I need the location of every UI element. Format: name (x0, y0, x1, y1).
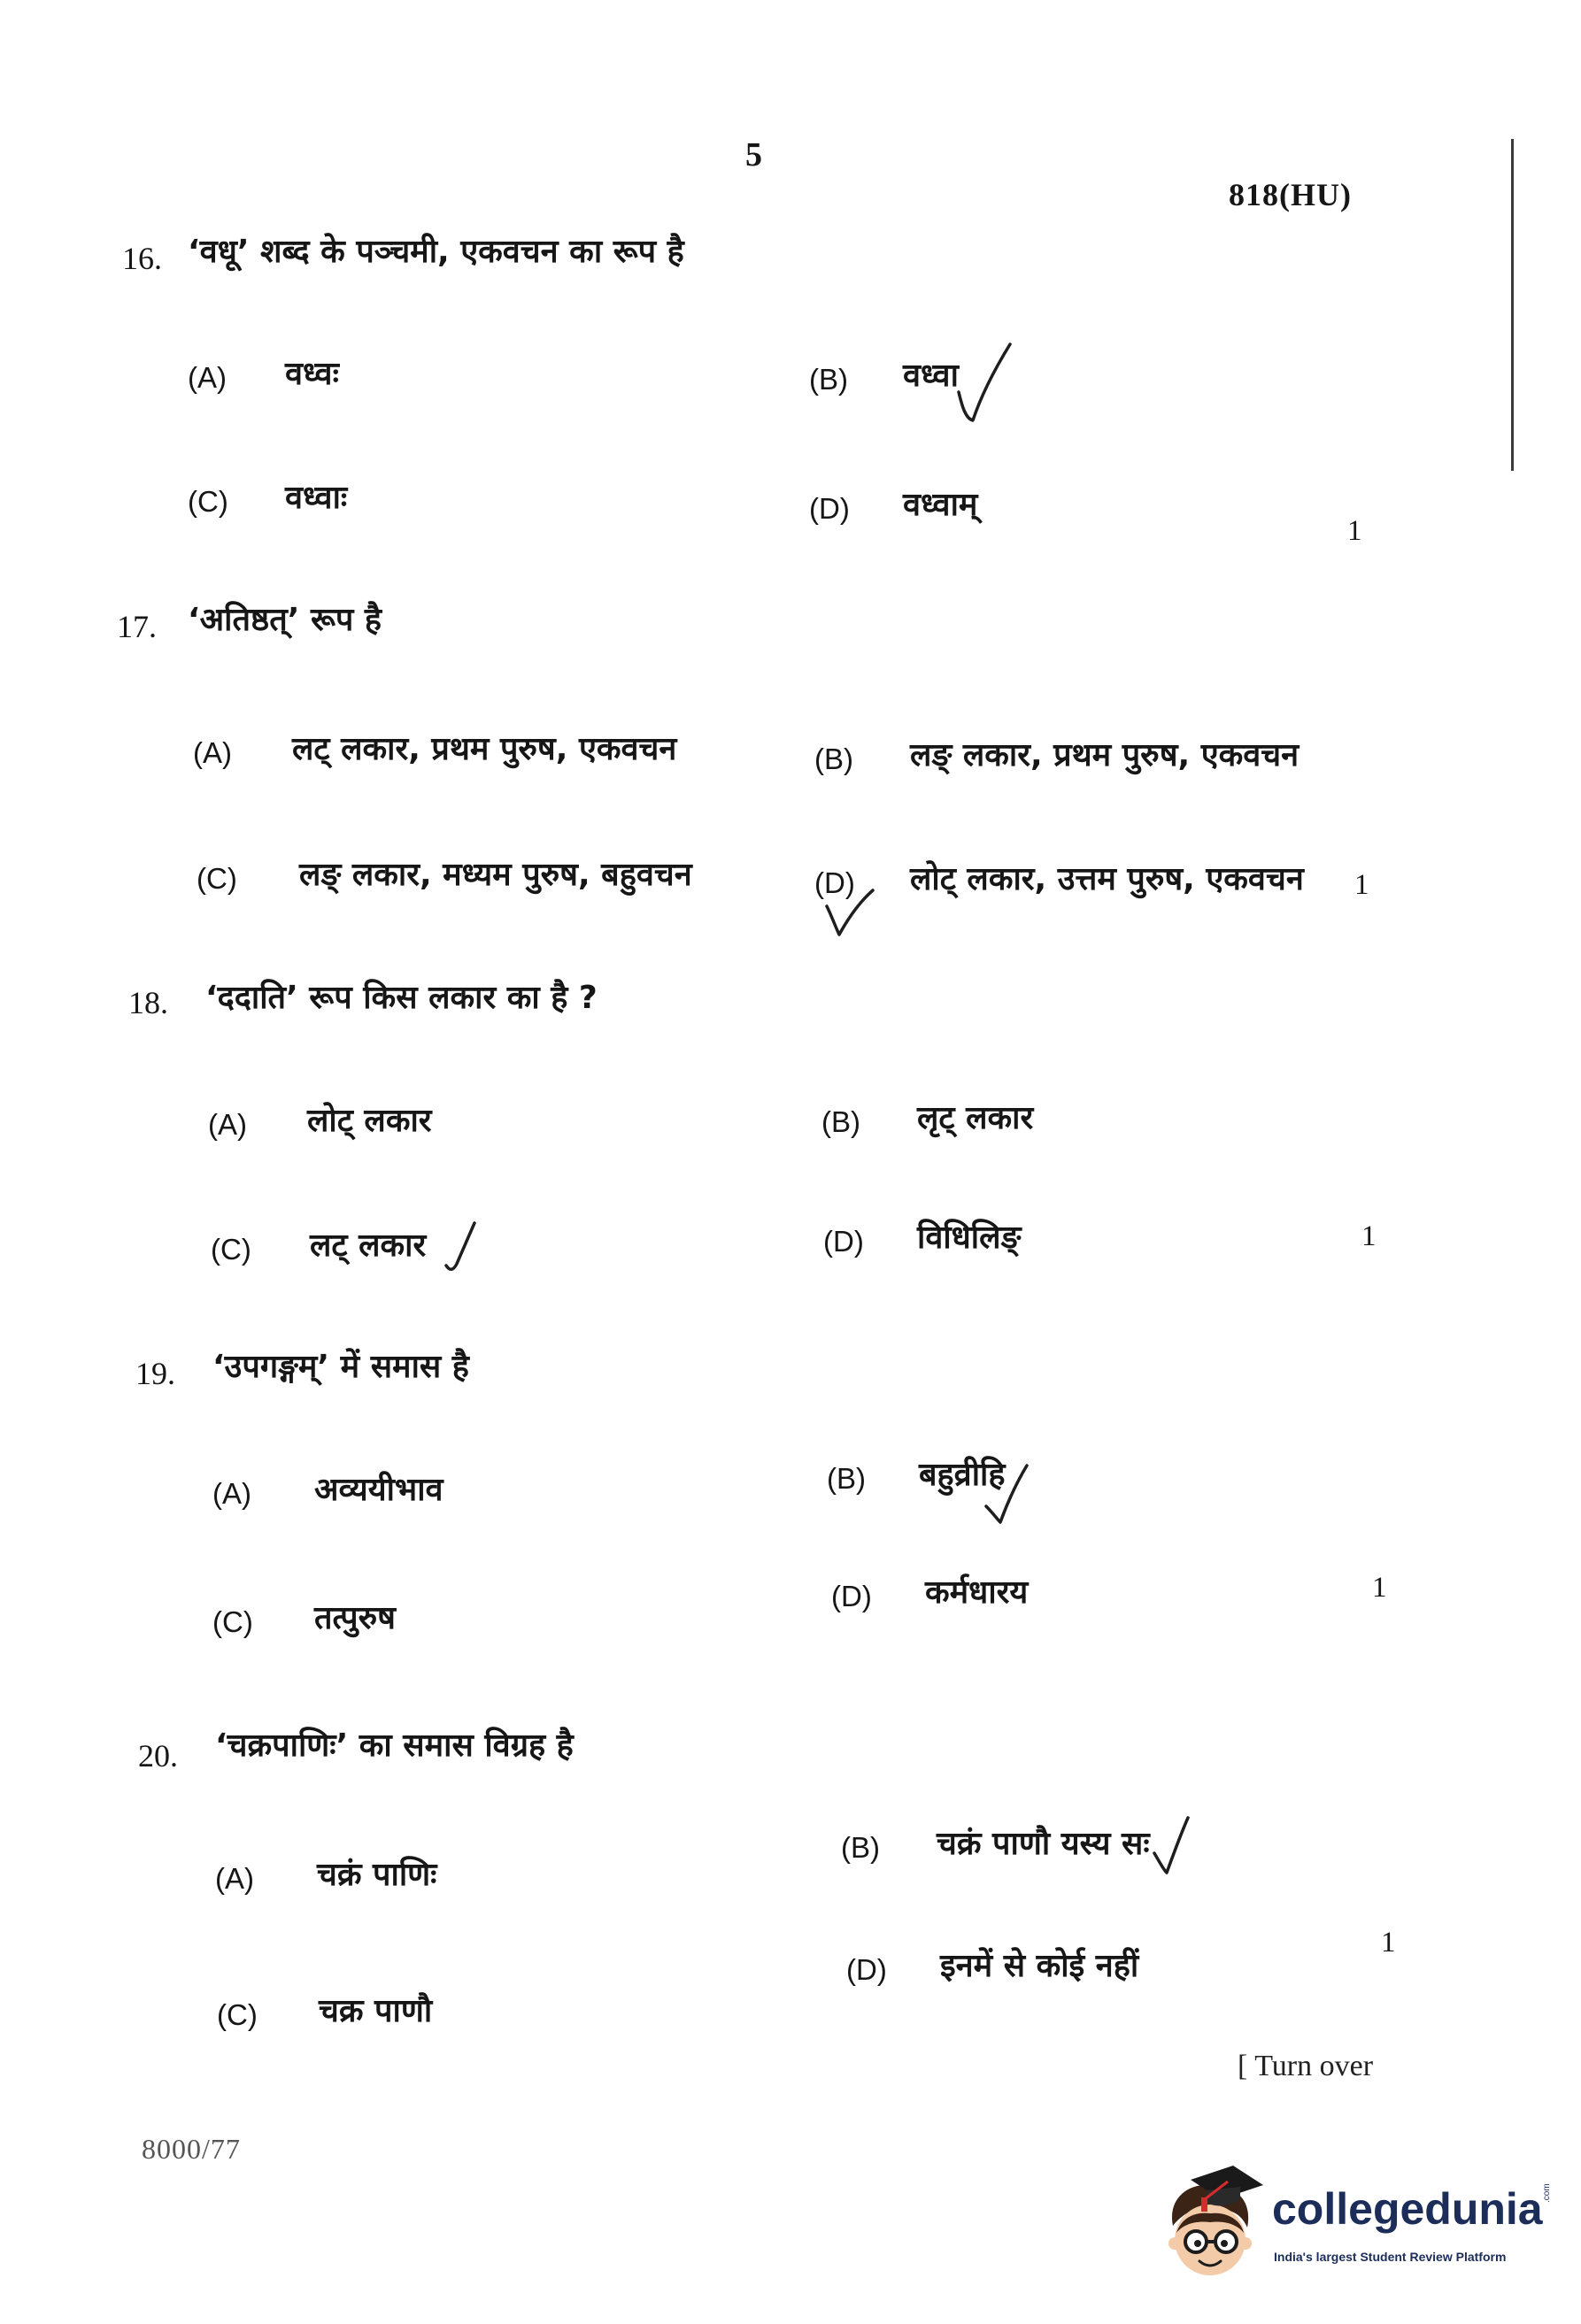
question-number: 20. (138, 1738, 178, 1774)
option-label-c: (C) (211, 1233, 251, 1266)
collegedunia-watermark (1155, 2164, 1564, 2288)
option-text-a: चक्रं पाणिः (317, 1857, 437, 1893)
option-label-b: (B) (814, 743, 853, 775)
option-label-d: (D) (809, 492, 850, 525)
option-text-d: इनमें से कोई नहीं (940, 1948, 1139, 1984)
option-text-a: अव्ययीभाव (314, 1472, 443, 1508)
question-text: ‘ददाति’ रूप किस लकार का है ? (205, 980, 598, 1016)
turn-over-note: [ Turn over (1238, 2050, 1374, 2082)
check-mark-icon (823, 887, 876, 938)
option-label-b: (B) (827, 1462, 866, 1495)
question-marks: 1 (1372, 1572, 1387, 1604)
question-marks: 1 (1354, 869, 1369, 901)
student-mascot-icon (1155, 2164, 1266, 2288)
option-text-c: तत्पुरुष (314, 1600, 396, 1636)
option-label-a: (A) (193, 736, 232, 769)
check-mark-icon (1151, 1814, 1192, 1876)
check-mark-icon (443, 1220, 478, 1274)
option-text-b: लृट् लकार (917, 1100, 1034, 1136)
option-label-a: (A) (215, 1862, 254, 1895)
question-text: ‘उपगङ्गम्’ में समास है (212, 1349, 469, 1385)
question-text: ‘चक्रपाणिः’ का समास विग्रह है (215, 1728, 574, 1764)
option-text-d: वध्वाम् (903, 487, 978, 523)
page-number: 5 (745, 136, 762, 173)
option-text-b: लङ् लकार, प्रथम पुरुष, एकवचन (910, 737, 1300, 773)
option-text-d: कर्मधारय (925, 1574, 1029, 1611)
page-edge-line (1511, 139, 1514, 471)
option-text-c: लङ् लकार, मध्यम पुरुष, बहुवचन (299, 857, 692, 893)
question-text: ‘वधू’ शब्द के पञ्चमी, एकवचन का रूप है (188, 234, 684, 270)
question-marks: 1 (1361, 1220, 1377, 1252)
option-text-b: बहुव्रीहि (919, 1457, 1006, 1493)
paper-code: 818(HU) (1229, 177, 1352, 212)
brand-tagline: India's largest Student Review Platform (1274, 2250, 1507, 2264)
question-number: 19. (135, 1356, 175, 1391)
brand-name: collegedunia (1272, 2184, 1543, 2234)
option-label-b: (B) (841, 1831, 880, 1864)
option-label-d: (D) (846, 1953, 887, 1986)
option-label-c: (C) (217, 1998, 258, 2031)
option-label-d: (D) (823, 1225, 864, 1258)
option-text-a: लोट् लकार (307, 1103, 432, 1139)
question-number: 18. (128, 985, 168, 1020)
option-text-b: चक्रं पाणौ यस्य सः (937, 1826, 1150, 1862)
question-number: 17. (117, 609, 157, 644)
question-marks: 1 (1381, 1927, 1396, 1958)
option-label-d: (D) (831, 1580, 872, 1612)
option-label-c: (C) (197, 862, 237, 895)
option-label-c: (C) (188, 485, 228, 518)
option-label-a: (A) (212, 1477, 251, 1510)
option-text-a: वध्वः (285, 356, 339, 392)
option-text-c: चक्र पाणौ (319, 1993, 433, 2029)
question-number: 16. (122, 241, 162, 276)
check-mark-icon (952, 341, 1014, 425)
option-text-d: विधिलिङ् (917, 1220, 1022, 1256)
option-label-c: (C) (212, 1605, 253, 1638)
check-mark-icon (981, 1462, 1030, 1526)
option-label-b: (B) (809, 363, 848, 396)
option-label-a: (A) (208, 1108, 247, 1141)
option-label-d: (D) (814, 866, 855, 899)
option-label-b: (B) (821, 1105, 860, 1138)
option-text-a: लट् लकार, प्रथम पुरुष, एकवचन (292, 731, 677, 767)
exam-code: 8000/77 (142, 2133, 241, 2165)
option-text-d: लोट् लकार, उत्तम पुरुष, एकवचन (910, 861, 1304, 897)
option-text-c: लट् लकार (310, 1227, 427, 1264)
option-text-c: वध्वाः (285, 480, 348, 516)
brand-domain-suffix: .com (1542, 2183, 1552, 2203)
question-text: ‘अतिष्ठत्’ रूप है (188, 602, 382, 638)
question-marks: 1 (1347, 515, 1362, 547)
option-text-b: वध्वा (903, 358, 959, 394)
option-label-a: (A) (188, 361, 227, 394)
